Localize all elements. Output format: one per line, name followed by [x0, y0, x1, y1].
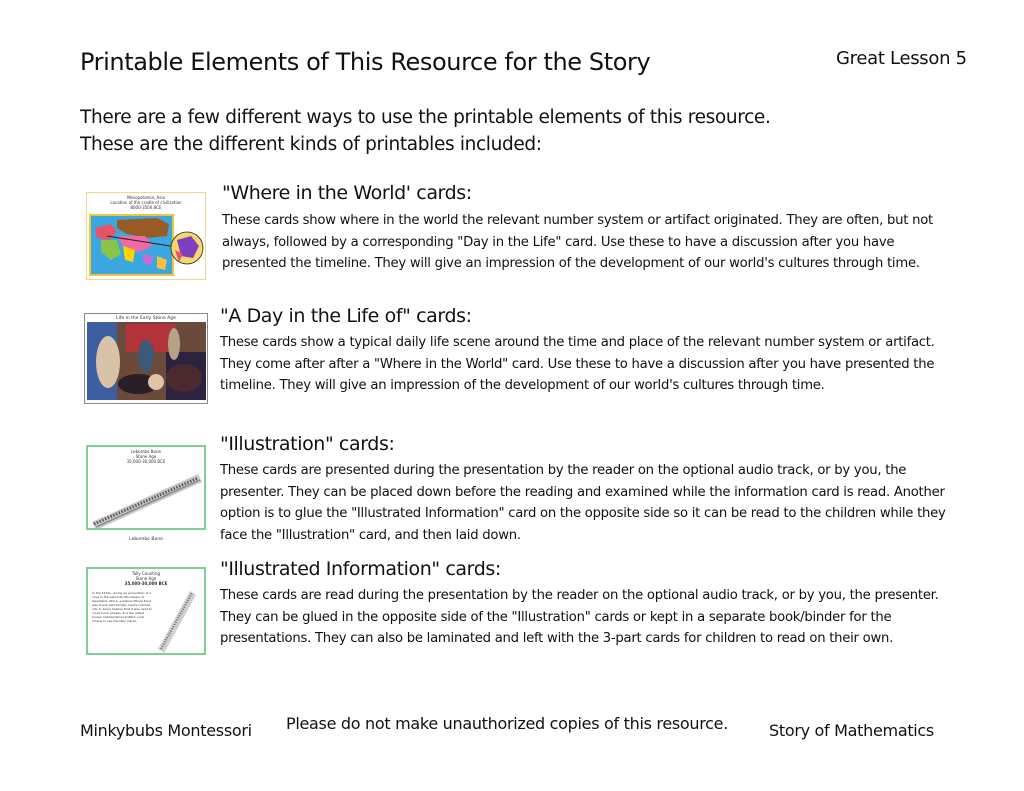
illustration-card-thumbnail	[86, 445, 206, 530]
intro-line-1: There are a few different ways to use the printable elements of this resource.	[80, 107, 771, 128]
thumb-caption: Tally Counting	[131, 571, 161, 576]
thumb-caption: Stone Age	[135, 576, 157, 581]
intro-text	[80, 104, 770, 158]
thumb-caption: Mesopotamia, Asia	[127, 195, 165, 200]
section-body-day-in-life: These cards show a typical daily life scene around the time and place of the relevant number system or artifact. They come after after a "Where in the World" card. Use these to have a discussion after you have presented the timeline. They will give an impression of the development of our world's cultures through time.	[220, 335, 935, 394]
footer-series-name: Story of Mathematics	[769, 721, 934, 740]
section-heading-illustration: "Illustration" cards:	[220, 433, 395, 455]
lebombo-bone-image	[88, 464, 204, 530]
section-heading-where-in-world: "Where in the World' cards:	[222, 182, 472, 204]
intro-line-2: These are the different kinds of printables included:	[80, 134, 542, 155]
tally-bone-image	[150, 587, 200, 653]
footer-copyright-notice: Please do not make unauthorized copies of this resource.	[286, 714, 729, 733]
thumb-caption: Life in the Early Stone Age	[116, 316, 176, 321]
section-body-where-in-world: These cards show where in the world the relevant number system or artifact originated. They are often, but not always, followed by a corresponding "Day in the Life" card. Use these to have a discussion after you have presented the timeline. They will give an impression of the development of our world's cultures through time.	[222, 213, 933, 272]
where-in-world-thumbnail	[86, 192, 206, 280]
thumb-caption: Stone Age	[135, 454, 157, 459]
page-title: Printable Elements of This Resource for the Story	[80, 48, 651, 76]
illustrated-information-thumbnail	[86, 567, 206, 655]
section-heading-day-in-life: "A Day in the Life of" cards:	[220, 305, 472, 327]
footer-brand: Minkybubs Montessori	[80, 721, 252, 740]
section-heading-illustrated-information: "Illustrated Information" cards:	[220, 558, 501, 580]
section-body-illustrated-information: These cards are read during the presentation by the reader on the optional audio track, or by you, the presenter. They can be glued in the opposite side of the "Illustration" cards or kept in a separate book/binder for the presentations. They can also be laminated and left with the 3-part cards for children to read on their own.	[220, 588, 939, 647]
thumb-caption: Lebombo Bone	[131, 449, 161, 454]
stone-age-painting-image	[86, 322, 207, 402]
thumb-caption: 35,000-30,000 BCE	[126, 459, 166, 464]
section-body-illustration: These cards are presented during the presentation by the reader on the optional audio track, or by you, the presenter. They can be placed down before the reading and examined while the information card is read. Another option is to glue the "Illustrated Information" card on the opposite side so it can be read to the children while they face the "Illustration" card, and then laid down.	[220, 463, 946, 543]
thumb-caption: Location of the cradle of civilization	[110, 200, 182, 205]
day-in-life-thumbnail	[84, 313, 208, 404]
lesson-label: Great Lesson 5	[836, 48, 967, 69]
thumb-caption: 8000-3500 BCE	[130, 205, 162, 210]
thumb-caption: 35,000-30,000 BCE	[124, 581, 168, 586]
world-map-image	[87, 210, 204, 278]
thumb-info-text: In the 1970s, during an excavation of a cave in the Lebombo Mountains of Swaziland, Africa, a baboon fibula bone was found with 29 tally marks notched into it. Some believe that it was used to count lunar phases. It is the oldest known mathematical artifact. Look closely to see the tally marks.	[92, 591, 152, 623]
illustration-label-card: Lebombo Bone	[129, 537, 163, 542]
